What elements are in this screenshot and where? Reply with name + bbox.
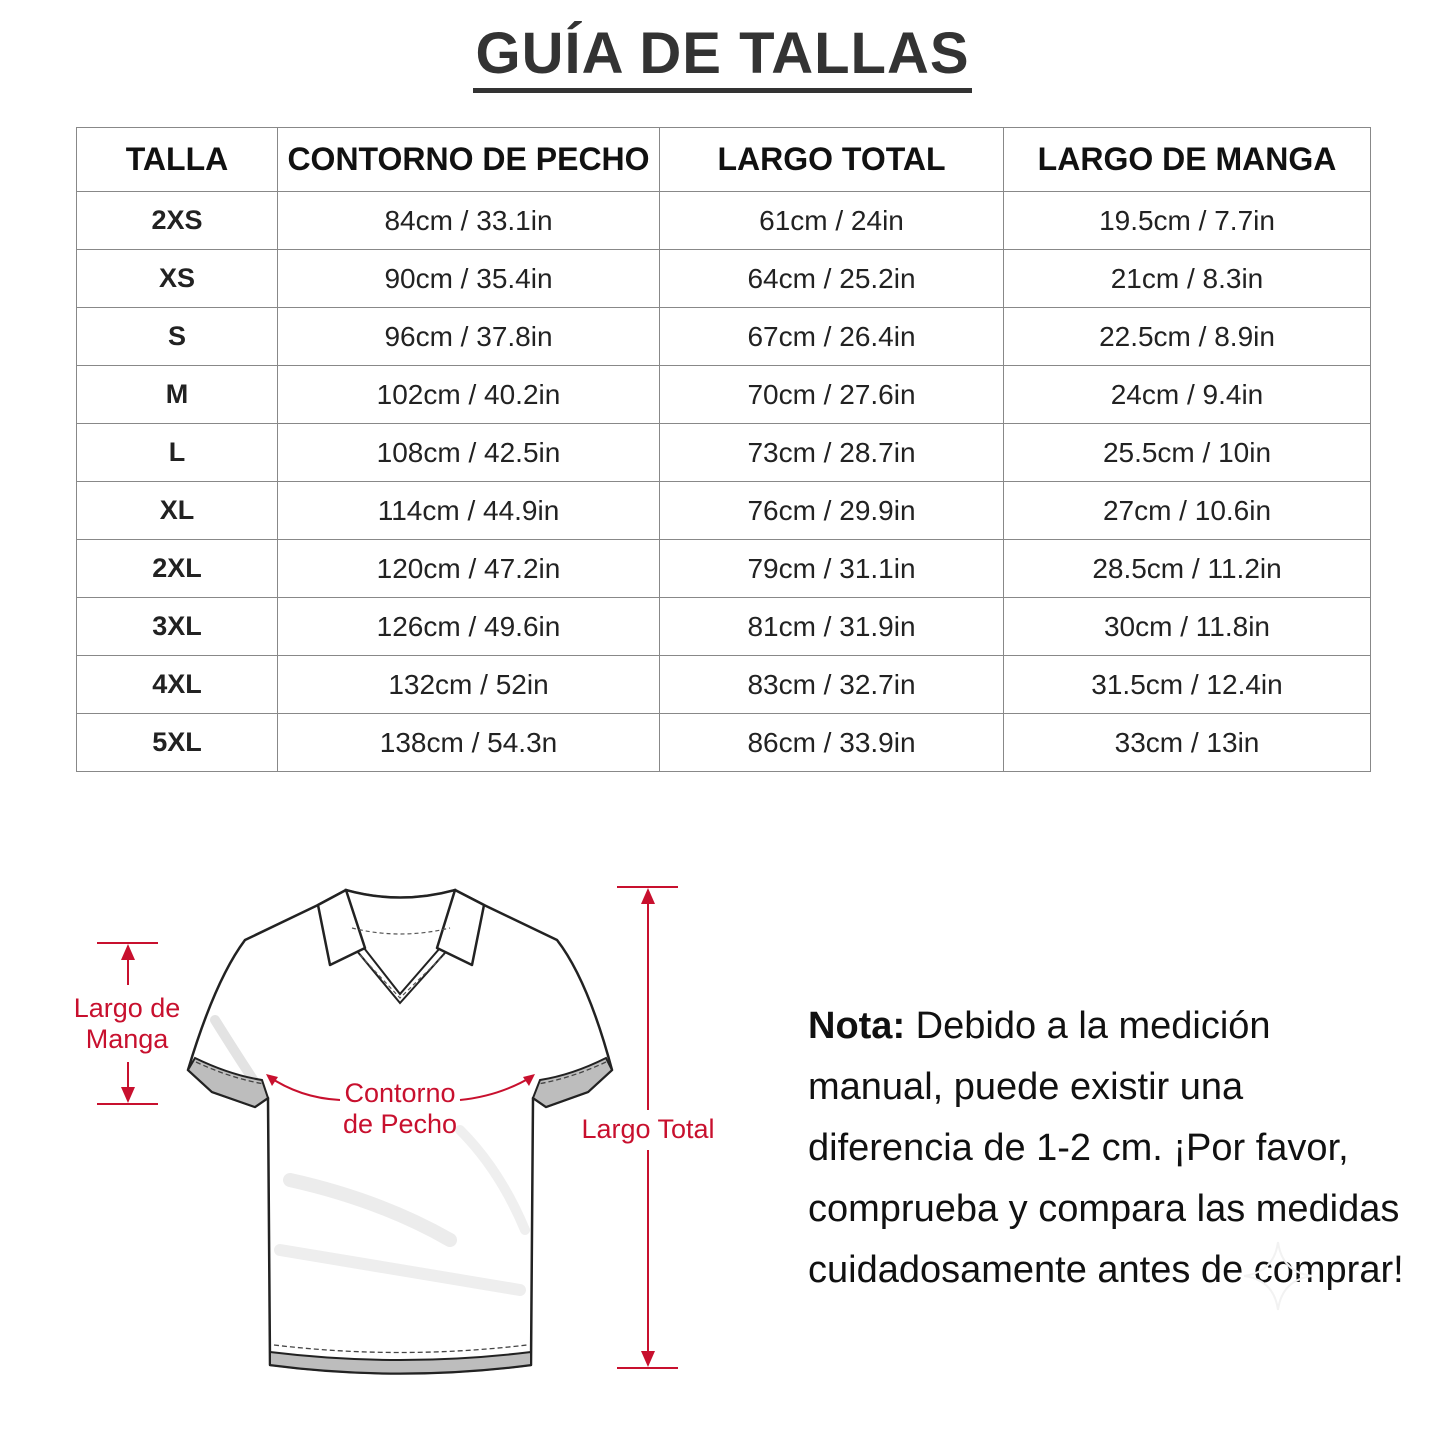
sleeve-cell: 28.5cm / 11.2in (1004, 540, 1371, 598)
sleeve-label-line-2: Manga (85, 1024, 169, 1054)
sleeve-cell: 27cm / 10.6in (1004, 482, 1371, 540)
page-title-wrap (0, 22, 1445, 93)
chest-cell: 108cm / 42.5in (278, 424, 660, 482)
sleeve-cell: 24cm / 9.4in (1004, 366, 1371, 424)
length-cell: 64cm / 25.2in (660, 250, 1004, 308)
shirt-diagram (0, 860, 760, 1420)
table-row (77, 192, 1371, 250)
length-cell: 79cm / 31.1in (660, 540, 1004, 598)
chest-cell: 114cm / 44.9in (278, 482, 660, 540)
note-text (808, 996, 1408, 1301)
chest-label-line-1: Contorno (344, 1078, 456, 1108)
table-row (77, 308, 1371, 366)
header-largo-manga: LARGO DE MANGA (1004, 128, 1371, 192)
header-largo-total: LARGO TOTAL (660, 128, 1004, 192)
length-cell: 67cm / 26.4in (660, 308, 1004, 366)
size-cell: XS (77, 250, 278, 308)
size-cell: M (77, 366, 278, 424)
sparkle-icon (1238, 1236, 1318, 1316)
length-cell: 73cm / 28.7in (660, 424, 1004, 482)
table-row (77, 540, 1371, 598)
note-body: Debido a la medición manual, puede existir una diferencia de 1-2 cm. ¡Por favor, comprueba y compara las medidas cuidadosamente antes de comprar! (808, 1005, 1404, 1291)
note-label: Nota: (808, 1005, 906, 1047)
sleeve-label-line-1: Largo de (73, 993, 181, 1023)
length-cell: 86cm / 33.9in (660, 714, 1004, 772)
chest-cell: 96cm / 37.8in (278, 308, 660, 366)
chest-cell: 132cm / 52in (278, 656, 660, 714)
size-cell: S (77, 308, 278, 366)
header-talla: TALLA (77, 128, 278, 192)
table-row (77, 598, 1371, 656)
size-cell: L (77, 424, 278, 482)
size-cell: 2XS (77, 192, 278, 250)
sleeve-cell: 30cm / 11.8in (1004, 598, 1371, 656)
chest-cell: 102cm / 40.2in (278, 366, 660, 424)
chest-cell: 90cm / 35.4in (278, 250, 660, 308)
header-contorno-pecho: CONTORNO DE PECHO (278, 128, 660, 192)
length-cell: 81cm / 31.9in (660, 598, 1004, 656)
sleeve-cell: 22.5cm / 8.9in (1004, 308, 1371, 366)
sleeve-cell: 21cm / 8.3in (1004, 250, 1371, 308)
table-row (77, 656, 1371, 714)
sleeve-cell: 33cm / 13in (1004, 714, 1371, 772)
chest-cell: 126cm / 49.6in (278, 598, 660, 656)
size-cell: 2XL (77, 540, 278, 598)
size-cell: 4XL (77, 656, 278, 714)
length-label: Largo Total (581, 1114, 715, 1144)
size-cell: 3XL (77, 598, 278, 656)
size-table (76, 127, 1371, 772)
table-row (77, 714, 1371, 772)
page-title: GUÍA DE TALLAS (473, 22, 971, 93)
table-row (77, 424, 1371, 482)
chest-cell: 120cm / 47.2in (278, 540, 660, 598)
length-cell: 61cm / 24in (660, 192, 1004, 250)
table-row (77, 482, 1371, 540)
sleeve-cell: 31.5cm / 12.4in (1004, 656, 1371, 714)
size-cell: 5XL (77, 714, 278, 772)
table-row (77, 366, 1371, 424)
table-row (77, 250, 1371, 308)
chest-cell: 84cm / 33.1in (278, 192, 660, 250)
length-cell: 83cm / 32.7in (660, 656, 1004, 714)
table-header-row (77, 128, 1371, 192)
chest-cell: 138cm / 54.3n (278, 714, 660, 772)
chest-label-line-2: de Pecho (342, 1109, 458, 1139)
sleeve-cell: 19.5cm / 7.7in (1004, 192, 1371, 250)
size-cell: XL (77, 482, 278, 540)
sleeve-cell: 25.5cm / 10in (1004, 424, 1371, 482)
length-cell: 76cm / 29.9in (660, 482, 1004, 540)
length-cell: 70cm / 27.6in (660, 366, 1004, 424)
